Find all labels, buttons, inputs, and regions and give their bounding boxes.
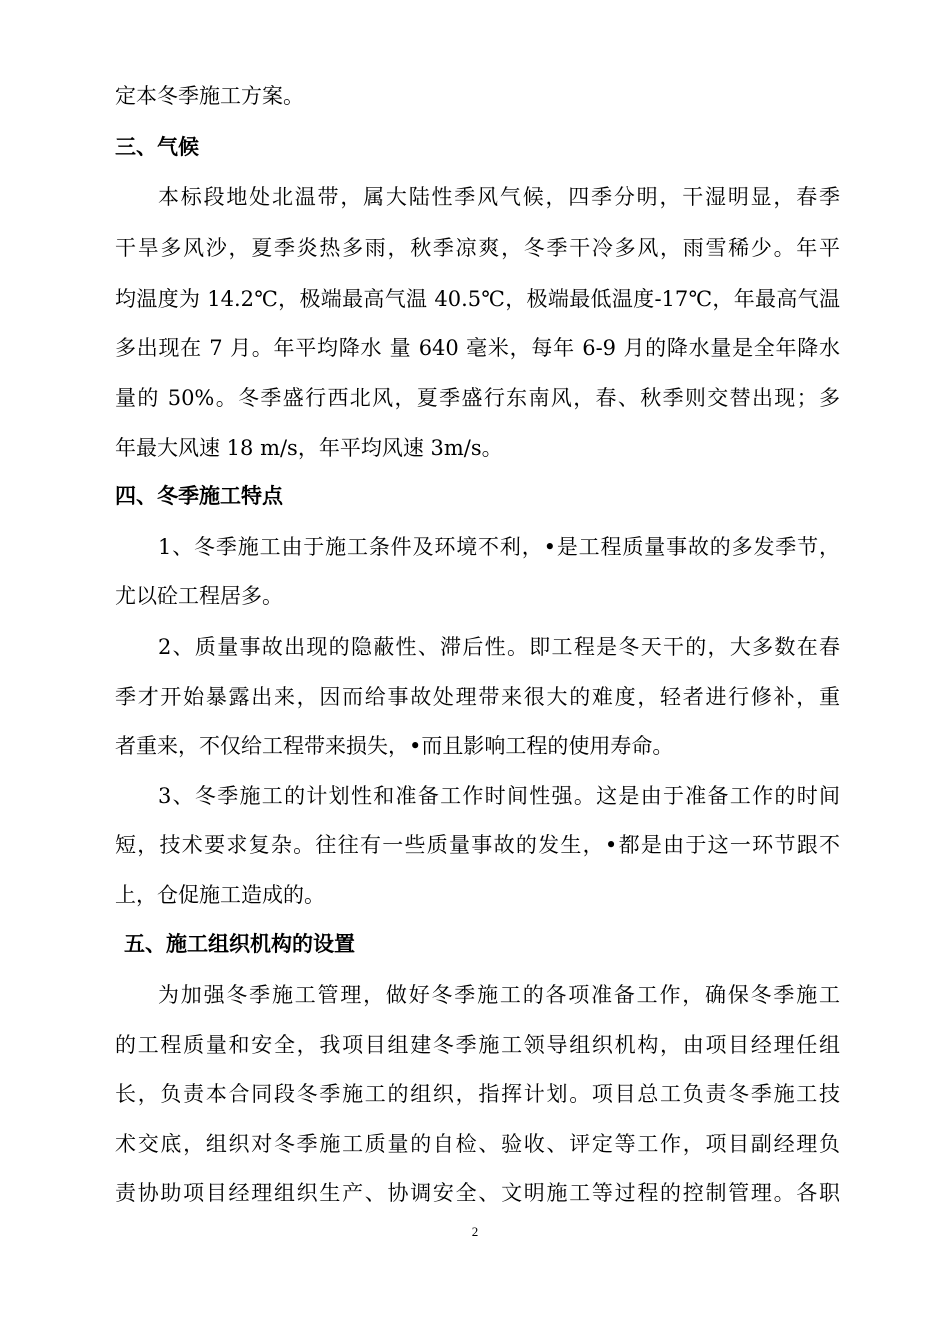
paragraph-line: 者重来，不仅给工程带来损失，•而且影响工程的使用寿命。	[115, 734, 674, 758]
section-heading-climate: 三、气候	[115, 134, 199, 159]
paragraph-line: 年最大风速 18 m/s，年平均风速 3m/s。	[115, 436, 503, 460]
paragraph-line: 为加强冬季施工管理，做好冬季施工的各项准备工作，确保冬季施工	[158, 983, 840, 1007]
paragraph-line: 术交底，组织对冬季施工质量的自检、验收、评定等工作，项目副经理负	[115, 1132, 840, 1156]
paragraph-line: 季才开始暴露出来，因而给事故处理带来很大的难度，轻者进行修补，重	[115, 685, 840, 709]
section-heading-winter-features: 四、冬季施工特点	[115, 483, 283, 508]
paragraph-line: 多出现在 7 月。年平均降水 量 640 毫米，每年 6-9 月的降水量是全年降水	[115, 336, 840, 360]
paragraph-line: 量的 50%。冬季盛行西北风，夏季盛行东南风，春、秋季则交替出现；多	[115, 386, 840, 410]
paragraph-line: 3、冬季施工的计划性和准备工作时间性强。这是由于准备工作的时间	[158, 784, 840, 808]
paragraph-line: 定本冬季施工方案。	[115, 84, 304, 108]
page-number: 2	[471, 1224, 479, 1239]
paragraph-line: 均温度为 14.2℃，极端最高气温 40.5℃，极端最低温度-17℃，年最高气温	[115, 287, 840, 311]
paragraph-line: 长，负责本合同段冬季施工的组织，指挥计划。项目总工负责冬季施工技	[115, 1082, 840, 1106]
paragraph-line: 本标段地处北温带，属大陆性季风气候，四季分明，干湿明显，春季	[158, 185, 840, 209]
paragraph-line: 责协助项目经理组织生产、协调安全、文明施工等过程的控制管理。各职	[115, 1181, 840, 1205]
paragraph-line: 干旱多风沙，夏季炎热多雨，秋季凉爽，冬季干冷多风，雨雪稀少。年平	[115, 236, 840, 260]
paragraph-line: 的工程质量和安全，我项目组建冬季施工领导组织机构，由项目经理任组	[115, 1033, 840, 1057]
paragraph-line: 尤以砼工程居多。	[115, 584, 283, 608]
section-heading-organization: 五、施工组织机构的设置	[124, 931, 355, 956]
paragraph-line: 上，仓促施工造成的。	[115, 883, 325, 907]
paragraph-line: 短，技术要求复杂。往往有一些质量事故的发生，•都是由于这一环节跟不	[115, 833, 840, 857]
paragraph-line: 2、质量事故出现的隐蔽性、滞后性。即工程是冬天干的，大多数在春	[158, 635, 840, 659]
paragraph-line: 1、冬季施工由于施工条件及环境不利，•是工程质量事故的多发季节，	[158, 535, 840, 559]
